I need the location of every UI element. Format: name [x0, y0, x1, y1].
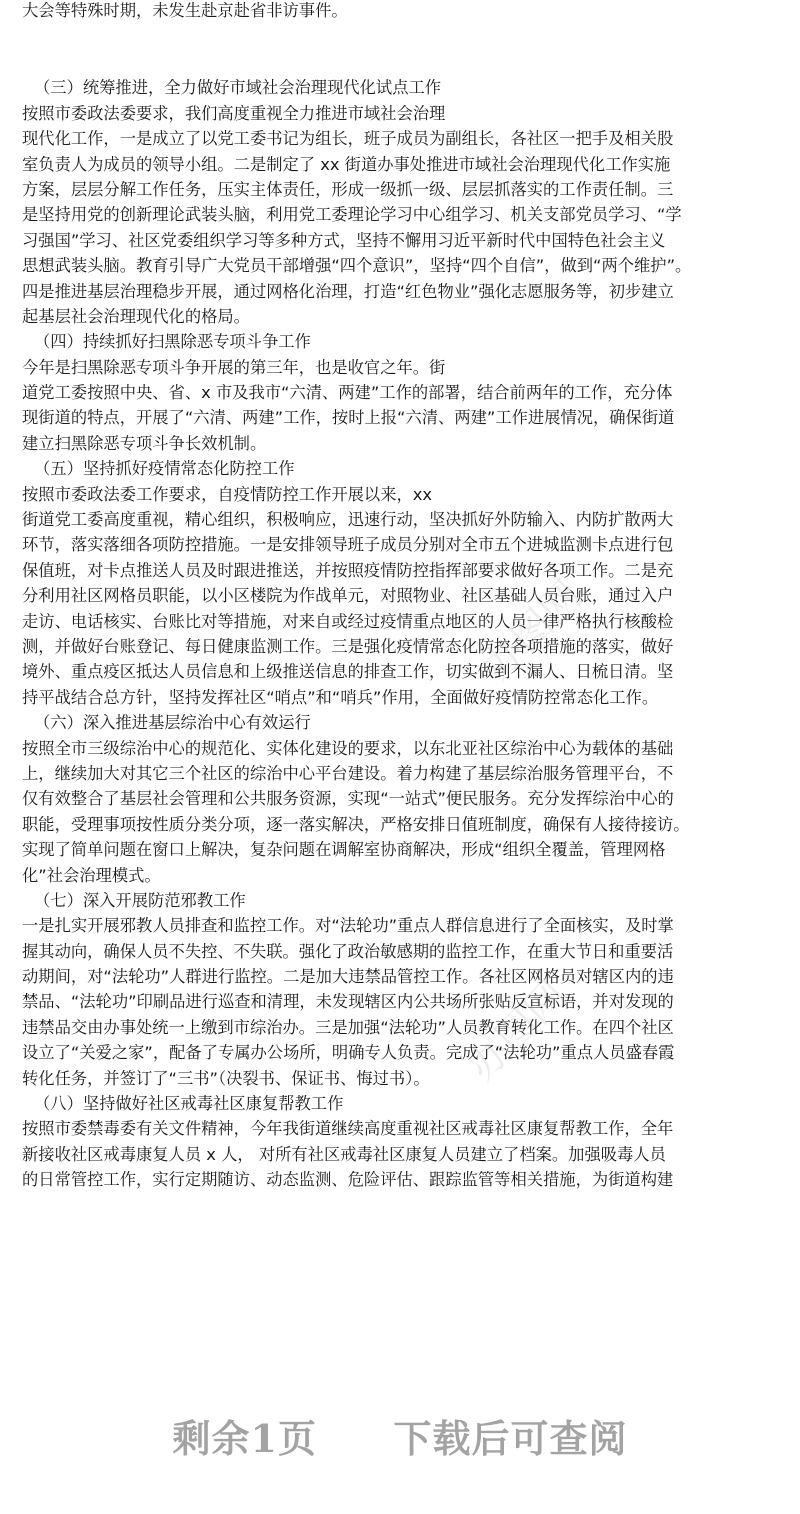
paragraph-line: 仅有效整合了基层社会管理和公共服务资源，实现“一站式”便民服务。充分发挥综治中心的: [22, 789, 674, 809]
paragraph-line: 室负责人为成员的领导小组。二是制定了 xx 街道办事处推进市域社会治理现代化工作实施: [22, 154, 671, 174]
paragraph-line: 上，继续加大对其它三个社区的综治中心平台建设。着力构建了基层综治服务管理平台，不: [22, 763, 674, 783]
paragraph-line: 大会等特殊时期，未发生赴京赴省非访事件。: [22, 1, 348, 20]
section-heading: （四）持续抓好扫黑除恶专项斗争工作: [34, 332, 311, 352]
paragraph-line: 转化任务，并签订了“三书”（决裂书、保证书、悔过书）。: [22, 1068, 430, 1088]
paragraph-line: 习强国”学习、社区党委组织学习等多种方式，坚持不懈用习近平新时代中国特色社会主义: [22, 230, 666, 250]
paragraph-line: 化”社会治理模式。: [22, 865, 161, 885]
remaining-pages-label: 剩余1页: [172, 1416, 317, 1461]
paragraph-line: 道党工委按照中央、省、x 市及我市“六清、两建”工作的部署，结合前两年的工作，充分体: [22, 383, 673, 403]
paragraph-line: 走访、电话核实、台账比对等措施，对来自或经过疫情重点地区的人员一律严格执行核酸检: [22, 611, 674, 631]
download-to-view-label: 下载后可查阅: [393, 1416, 628, 1461]
paragraph-line: 建立扫黑除恶专项斗争长效机制。: [22, 433, 267, 453]
paragraph-line: 按照全市三级综治中心的规范化、实体化建设的要求，以东北亚社区综治中心为载体的基础: [22, 738, 674, 758]
paragraph-line: 按照市委政法委要求，我们高度重视全力推进市域社会治理: [22, 103, 446, 123]
paragraph-line: 现代化工作，一是成立了以党工委书记为组长，班子成员为副组长，各社区一把手及相关股: [22, 129, 674, 149]
paragraph-line: 思想武装头脑。教育引导广大党员干部增强“四个意识”，坚持“四个自信”，做到“两个维护”。: [22, 256, 692, 276]
watermark: 办图网: [473, 572, 592, 690]
paragraph-line: 今年是扫黑除恶专项斗争开展的第三年，也是收官之年。街: [22, 357, 446, 377]
paragraph-line: 设立了“关爱之家”，配备了专属办公场所，明确专人负责。完成了“法轮功”重点人员盛春霞: [22, 1043, 675, 1063]
paragraph-line: 实现了简单问题在窗口上解决，复杂问题在调解室协商解决，形成“组织全覆盖，管理网格: [22, 840, 666, 860]
paragraph-line: 按照市委禁毒委有关文件精神，今年我街道继续高度重视社区戒毒社区康复帮教工作，全年: [22, 1119, 674, 1139]
paragraph-line: 街道党工委高度重视，精心组织，积极响应，迅速行动，坚决抓好外防输入、内防扩散两大: [22, 510, 674, 530]
paragraph-line: 持平战结合总方针，坚持发挥社区“哨点”和“哨兵”作用，全面做好疫情防控常态化工作。: [22, 687, 659, 707]
paragraph-line: 保值班，对卡点推送人员及时跟进推送，并按照疫情防控指挥部要求做好各项工作。二是充: [22, 560, 674, 580]
paragraph-line: 分利用社区网格员职能，以小区楼院为作战单元，对照物业、社区基础人员台账，通过入户: [22, 586, 674, 606]
paragraph-line: 一是扎实开展邪教人员排查和监控工作。对“法轮功”重点人群信息进行了全面核实，及时掌: [22, 916, 674, 936]
paragraph-line: 现街道的特点，开展了“六清、两建”工作，按时上报“六清、两建”工作进展情况，确保街道: [22, 408, 675, 428]
paragraph-line: 禁品、“法轮功”印刷品进行巡查和清理，未发现辖区内公共场所张贴反宣标语，并对发现的: [22, 992, 674, 1012]
section-heading: （五）坚持抓好疫情常态化防控工作: [34, 459, 295, 479]
section-heading: （八）坚持做好社区戒毒社区康复帮教工作: [34, 1094, 344, 1114]
paragraph-line: 违禁品交由办事处统一上缴到市综治办。三是加强“法轮功”人员教育转化工作。在四个社区: [22, 1017, 674, 1037]
section-heading: （六）深入推进基层综治中心有效运行: [34, 713, 311, 733]
paragraph-line: 职能，受理事项按性质分类分项，逐一落实解决，严格安排日值班制度，确保有人接待接访。: [22, 814, 690, 834]
section-heading: （三）统筹推进，全力做好市域社会治理现代化试点工作: [34, 78, 442, 98]
paragraph-line: 是坚持用党的创新理论武装头脑，利用党工委理论学习中心组学习、机关支部党员学习、“学: [22, 205, 682, 225]
watermark: 办图网: [458, 972, 577, 1090]
paragraph-line: 四是推进基层治理稳步开展，通过网格化治理，打造“红色物业”强化志愿服务等，初步建立: [22, 281, 674, 301]
paragraph-line: 按照市委政法委工作要求，自疫情防控工作开展以来，xx: [22, 484, 433, 504]
paragraph-line: 境外、重点疫区抵达人员信息和上级推送信息的排查工作，切实做到不漏人、日梳日清。坚: [22, 662, 674, 682]
paragraph-line: 的日常管控工作，实行定期随访、动态监测、危险评估、跟踪监管等相关措施，为街道构建: [22, 1170, 674, 1190]
section-heading: （七）深入开展防范邪教工作: [34, 890, 246, 910]
paragraph-line: 动期间，对“法轮功”人群进行监控。二是加大违禁品管控工作。各社区网格员对辖区内的违: [22, 967, 674, 987]
paragraph-line: 环节，落实落细各项防控措施。一是安排领导班子成员分别对全市五个进城监测卡点进行包: [22, 535, 674, 555]
paragraph-line: 方案，层层分解工作任务，压实主体责任，形成一级抓一级、层层抓落实的工作责任制。三: [22, 179, 674, 199]
paragraph-line: 测，并做好台账登记、每日健康监测工作。三是强化疫情常态化防控各项措施的落实，做好: [22, 636, 674, 656]
download-banner[interactable]: [0, 1408, 800, 1463]
document-body: [22, 0, 782, 1193]
paragraph-line: 握其动向，确保人员不失控、不失联。强化了政治敏感期的监控工作，在重大节日和重要活: [22, 941, 674, 961]
paragraph-line: 起基层社会治理现代化的格局。: [22, 306, 250, 326]
paragraph-line: 新接收社区戒毒康复人员 x 人， 对所有社区戒毒社区康复人员建立了档案。加强吸毒人员: [22, 1144, 666, 1164]
